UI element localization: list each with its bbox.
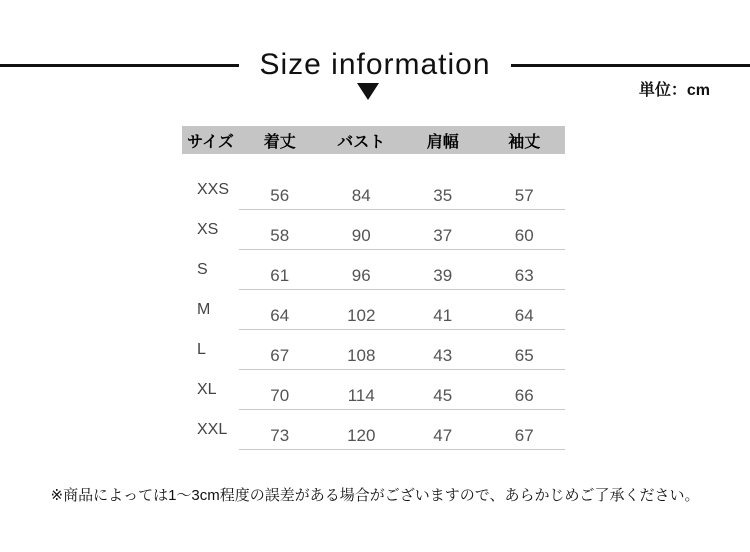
row-values	[239, 210, 565, 250]
value-cell: 56	[270, 186, 290, 205]
row-values	[239, 410, 565, 450]
value-cell: 37	[433, 226, 453, 245]
down-triangle-icon	[357, 83, 379, 100]
table-row	[182, 370, 565, 410]
value-cell: 120	[347, 426, 376, 445]
value-cell: 43	[433, 346, 453, 365]
value-cell: 108	[347, 346, 376, 365]
title-rule-left	[0, 64, 239, 67]
value-cell: 35	[433, 186, 453, 205]
title-divider-row	[0, 45, 750, 85]
size-label: XS	[197, 221, 219, 238]
table-row	[182, 290, 565, 330]
value-cell: 102	[347, 306, 376, 325]
row-values	[239, 290, 565, 330]
disclaimer-note: ※商品によっては1〜3cm程度の誤差がある場合がございますので、あらかじめご了承ください。	[50, 487, 700, 504]
value-cell: 60	[514, 226, 534, 245]
header-size: サイズ	[187, 133, 234, 151]
value-cell: 47	[433, 426, 453, 445]
value-cell: 67	[270, 346, 290, 365]
table-row	[182, 154, 565, 210]
row-values	[239, 250, 565, 290]
size-table	[182, 126, 565, 450]
value-cell: 63	[514, 266, 534, 285]
value-cell: 57	[514, 186, 534, 205]
value-cell: 70	[270, 386, 290, 405]
table-row	[182, 410, 565, 450]
header-bust: バスト	[337, 133, 386, 151]
header-shoulder: 肩幅	[426, 133, 459, 151]
size-label: S	[197, 261, 208, 278]
value-cell: 58	[270, 226, 290, 245]
header-sleeve: 袖丈	[508, 133, 541, 151]
table-row	[182, 330, 565, 370]
title-rule-right	[511, 64, 750, 67]
value-cell: 114	[347, 386, 375, 405]
row-values	[239, 154, 565, 210]
value-cell: 65	[514, 346, 534, 365]
header-length: 着丈	[263, 133, 296, 151]
row-values	[239, 370, 565, 410]
size-label: M	[197, 301, 211, 318]
size-label: XXL	[197, 421, 228, 438]
value-cell: 73	[270, 426, 290, 445]
value-cell: 45	[433, 386, 453, 405]
value-cell: 39	[433, 266, 453, 285]
value-cell: 64	[514, 306, 534, 325]
value-cell: 41	[433, 306, 453, 325]
size-table-header	[182, 126, 565, 154]
table-row	[182, 250, 565, 290]
table-row	[182, 210, 565, 250]
page-title: Size information	[259, 48, 491, 81]
size-label: L	[197, 341, 206, 358]
size-label: XXS	[197, 181, 230, 198]
value-cell: 66	[514, 386, 534, 405]
value-cell: 84	[351, 186, 371, 205]
row-values	[239, 330, 565, 370]
value-cell: 64	[270, 306, 290, 325]
unit-label: 単位：cm	[638, 82, 710, 99]
value-cell: 61	[270, 266, 290, 285]
value-cell: 67	[514, 426, 534, 445]
size-label: XL	[197, 381, 217, 398]
value-cell: 96	[351, 266, 371, 285]
value-cell: 90	[351, 226, 371, 245]
